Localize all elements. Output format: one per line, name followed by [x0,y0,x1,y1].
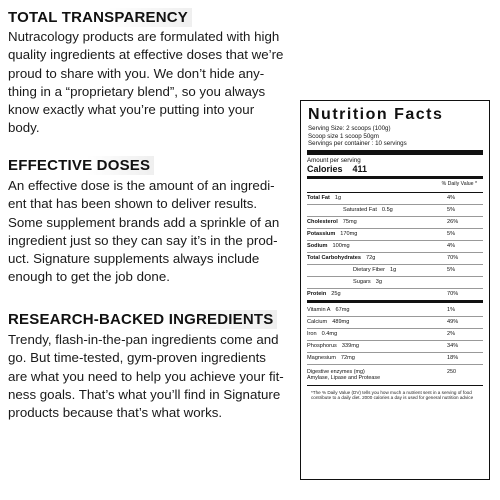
nutrition-facts-label [300,100,490,480]
text-line: enough to get the job done. [8,269,170,285]
nutrient-row [307,205,483,217]
nutrient-row [307,241,483,253]
nutrient-name [307,355,355,361]
nutrient-name [307,343,359,349]
nutrient-label: Magnesium [307,355,336,362]
nutrient-daily-value: 5% [447,231,456,238]
nutrient-label: Sodium [307,243,328,250]
text-line: thing in a “proprietary blend”, so you always [8,83,266,99]
text-line: know exactly what you’re putting into your [8,102,255,118]
nutrient-name [307,279,382,285]
nutrient-row [307,253,483,265]
nutrient-daily-value: 1% [447,307,456,314]
nutrient-label: Sugars [353,279,371,286]
nutrient-name [307,267,396,273]
nutrient-row [307,277,483,289]
text-line: An effective dose is the amount of an ingredi- [8,178,275,193]
section-text-effective-doses [8,177,280,287]
section-heading-effective-doses: EFFECTIVE DOSES [4,156,154,175]
nutrient-row [307,289,483,303]
text-line: proud to share with you. We don’t hide any- [8,65,265,81]
nutrient-amount: 0.4mg [321,331,338,338]
nutrient-daily-value: 49% [447,319,459,326]
nutrient-name [307,291,341,297]
text-line: Trendy, flash-in-the-pan ingredients come and [8,332,279,347]
text-line: go. But time-tested, gym-proven ingredients [8,350,266,366]
nutrient-name [307,195,341,201]
text-line: Some supplement brands add a sprinkle of an [8,214,280,230]
nutrient-label: Calcium [307,319,328,326]
nutrient-name [307,307,350,313]
nutrient-amount: 170mg [340,231,358,238]
nutrient-label: Vitamin A [307,307,331,314]
scoop-size: Scoop size 1 scoop 50gm [308,132,379,140]
nutrient-label: Phosphorus [307,343,337,350]
section-heading-total-transparency: TOTAL TRANSPARENCY [4,8,192,27]
nutrient-row [307,341,483,353]
nutrient-row [307,305,483,317]
serving-info [307,124,483,154]
nutrient-name [307,207,393,213]
nutrient-daily-value: 4% [447,243,456,250]
daily-value-footnote: *The % Daily Value (DV) tells you how much a nutrient sent in a serving of food contribute to a daily diet. 2000 calories a day is used for general nutrition advice [311,389,474,401]
enzymes-label: Digestive enzymes (mg) [307,369,365,376]
calories-value: 411 [352,163,368,174]
nutrient-daily-value: 34% [447,343,459,350]
nutrient-amount: 0.5g [381,207,393,214]
nutrient-amount: 67mg [335,307,350,314]
text-line: uct. Signature supplements always include [8,251,260,267]
nutrient-label: Potassium [307,231,336,238]
nutrient-label: Iron [307,331,317,338]
nutrient-label: Total Fat [307,195,330,202]
nutrient-daily-value: 70% [447,255,459,262]
nutrient-amount: 1g [334,195,342,202]
calories-row [307,164,483,179]
nutrient-daily-value: 2% [447,331,456,338]
nutrient-amount: 72mg [340,355,355,362]
nutrient-amount: 489mg [332,319,350,326]
nutrient-daily-value: 70% [447,291,459,298]
nutrient-amount: 72g [365,255,376,262]
digestive-enzymes [307,365,483,385]
text-line: ingredient just so they can say it’s in the prod- [8,232,278,248]
section-text-total-transparency [8,28,284,138]
amount-per-serving: Amount per serving [307,156,361,164]
text-line: products because that’s what works. [8,405,223,421]
nutrient-label: Saturated Fat [343,207,377,214]
text-line: ness goals. That’s what you’ll find in Signature [8,386,281,402]
nutrient-amount: 3g [375,279,382,286]
daily-value-header: % Daily Value * [307,179,483,193]
nutrient-amount: 1g [390,267,397,274]
nutrient-name [307,255,375,261]
nutrient-amount: 339mg [341,343,359,350]
nutrient-row [307,193,483,205]
nutrient-name [307,231,357,237]
nutrient-label: Dietary Fiber [353,267,386,274]
enzymes-list: Amylase, Lipase and Protease [307,375,381,382]
section-heading-research-backed: RESEARCH-BACKED INGREDIENTS [4,310,277,329]
section-text-research-backed [8,331,284,422]
nutrient-amount: 25g [331,291,341,298]
nutrient-row [307,329,483,341]
nutrient-daily-value: 4% [447,195,456,202]
nutrient-row [307,265,483,277]
nutrient-row [307,229,483,241]
nutrient-label: Total Carbohydrates [307,255,361,262]
nutrient-row [307,353,483,365]
nutrient-label: Cholesterol [307,219,338,226]
calories-label: Calories [307,163,343,174]
nutrient-row [307,317,483,329]
nutrient-daily-value: 5% [447,207,456,214]
nutrient-daily-value: 26% [447,219,459,226]
text-line: are what you need to help you achieve your fit- [8,368,284,384]
text-line: ent that has been shown to deliver results. [8,196,258,212]
servings-per-container: Servings per container : 10 servings [308,140,407,148]
nutrient-name [307,243,350,249]
nutrient-amount: 75mg [342,219,357,226]
nutrient-rows [307,193,483,365]
nutrient-name [307,319,349,325]
text-line: quality ingredients at effective doses that we’re [8,47,284,63]
serving-size: Serving Size: 2 scoops (100g) [308,125,391,133]
nutrient-label: Protein [307,291,327,298]
nutrient-daily-value: 5% [447,267,456,274]
text-line: body. [8,120,40,136]
nutrient-row [307,217,483,229]
enzymes-value: 250 [447,369,456,376]
nutrient-amount: 100mg [332,243,350,250]
text-line: Nutracology products are formulated with high [8,29,280,44]
nutrition-title: Nutrition Facts [308,106,444,123]
nutrient-name [307,219,357,225]
nutrient-name [307,331,337,337]
nutrient-daily-value: 18% [447,355,459,362]
